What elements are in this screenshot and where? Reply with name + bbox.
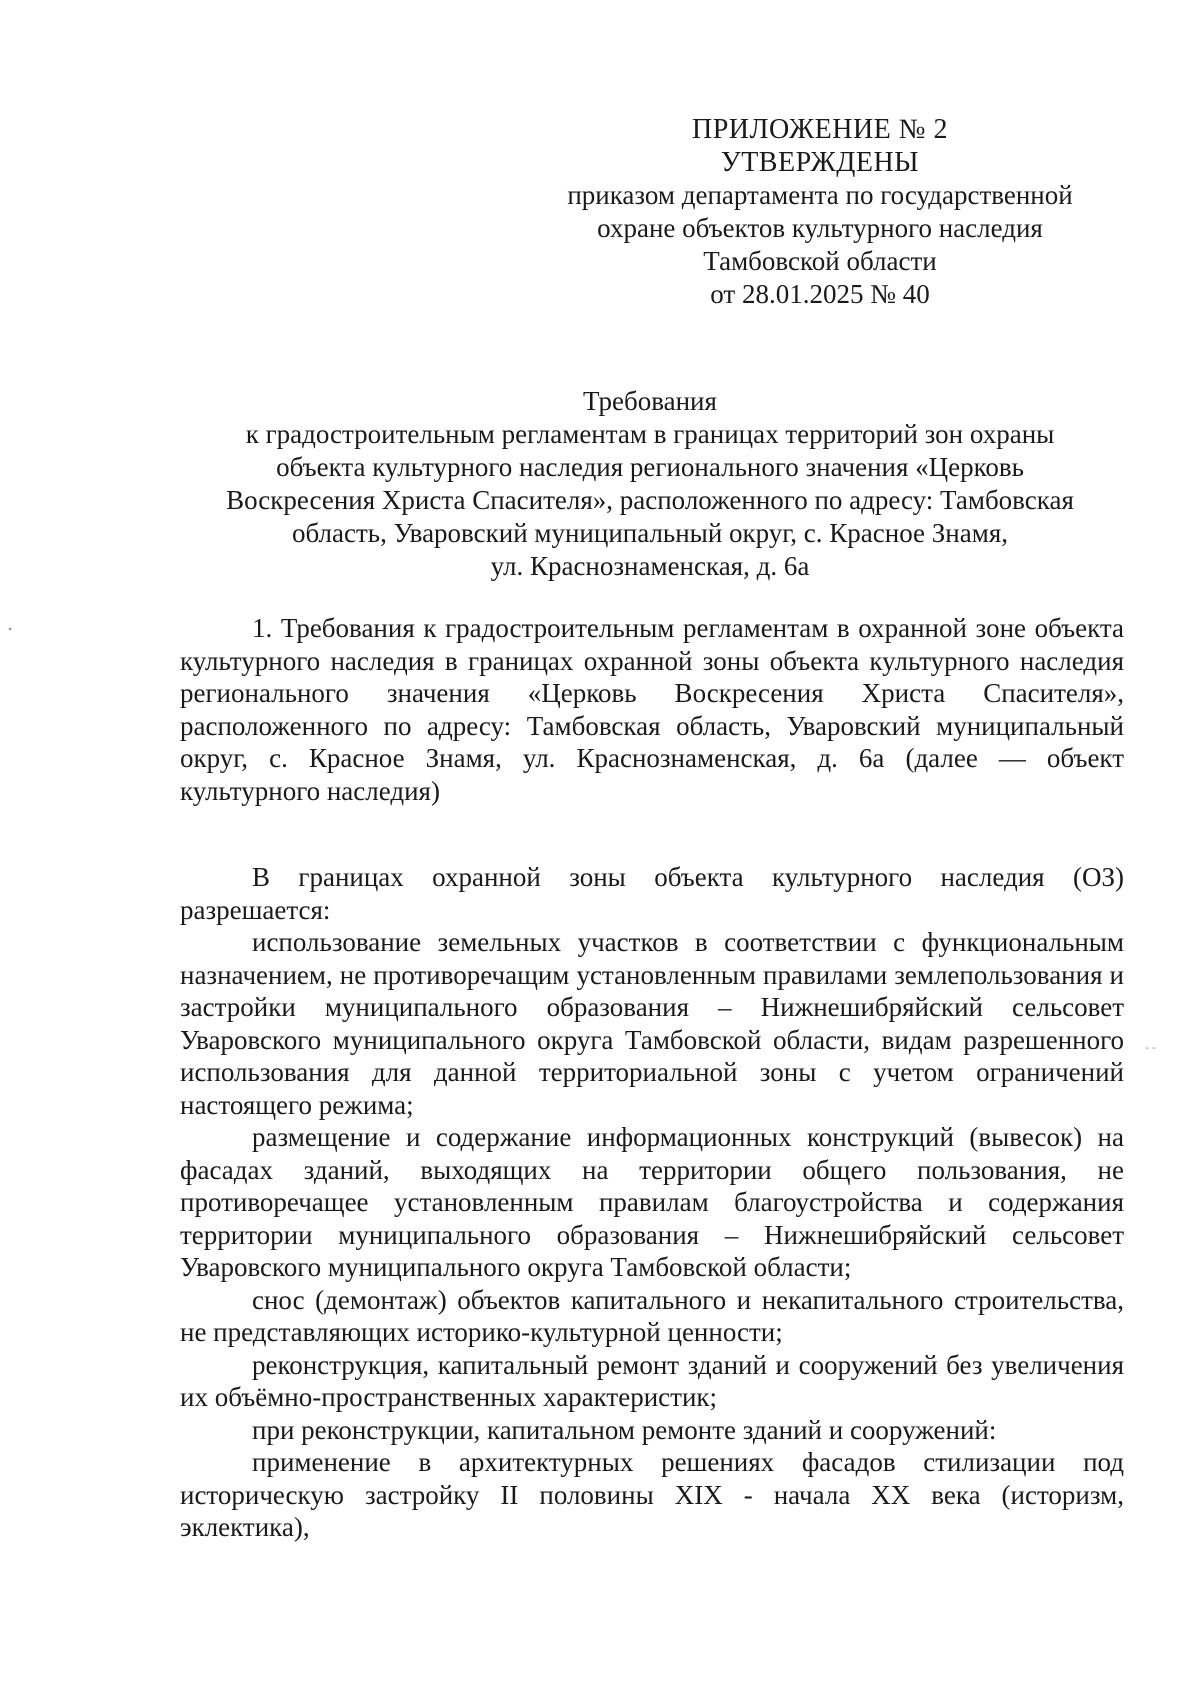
- list-item: применение в архитектурных решениях фасадов стилизации под историческую застройку II половины XIX - начала XX века (историзм, эклектика),: [180, 1447, 1124, 1542]
- document-title: [190, 385, 1110, 583]
- intro-paragraph: В границах охранной зоны объекта культурного наследия (ОЗ) разрешается:: [180, 862, 1124, 925]
- title-line-1: Требования: [583, 386, 717, 416]
- approval-date-number: от 28.01.2025 № 40: [710, 279, 930, 309]
- approval-line-1: приказом департамента по государственной: [567, 180, 1073, 210]
- approval-line-3: Тамбовской области: [703, 246, 937, 276]
- paragraph-gap: [180, 807, 1124, 861]
- appendix-label: ПРИЛОЖЕНИЕ № 2: [692, 114, 948, 145]
- list-item: размещение и содержание информационных конструкций (вывесок) на фасадах зданий, выходящих на территории общего пользования, не противоречащее установленным правилам благоустройства и содержания территории муниципального образования – Нижнешибряйский сельсовет Уваровского муниципального округа Тамбовской области;: [180, 1122, 1124, 1282]
- title-line-5: область, Уваровский муниципальный округ, с. Красное Знамя,: [291, 518, 1008, 548]
- title-line-2: к градостроительным регламентам в границах территорий зон охраны: [245, 419, 1055, 449]
- approval-stamp-block: [540, 113, 1100, 311]
- list-item: реконструкция, капитальный ремонт зданий и сооружений без увеличения их объёмно-пространственных характеристик;: [180, 1349, 1124, 1412]
- title-line-3: объекта культурного наследия регионального значения «Церковь: [276, 452, 1024, 482]
- approval-line-2: охране объектов культурного наследия: [597, 213, 1043, 243]
- section-1-paragraph: 1. Требования к градостроительным регламентам в охранной зоне объекта культурного наследия в границах охранной зоны объекта культурного наследия регионального значения «Церковь Воскресения Христа Спасителя», расположенного по адресу: Тамбовская область, Уваровский муниципальный округ, с. Красное Знамя, ул. Краснознаменская, д. 6а (далее — объект культурного наследия): [180, 613, 1124, 806]
- approved-label: УТВЕРЖДЕНЫ: [720, 147, 920, 178]
- list-item: снос (демонтаж) объектов капитального и некапитального строительства, не представляющих историко-культурной ценности;: [180, 1284, 1124, 1347]
- list-item: использование земельных участков в соответствии с функциональным назначением, не противоречащим установленным правилами землепользования и застройки муниципального образования – Нижнешибряйский сельсовет Уваровского муниципального округа Тамбовской области, видам разрешенного использования для данной территориальной зоны с учетом ограничений настоящего режима;: [180, 927, 1124, 1120]
- document-body: [180, 612, 1124, 1544]
- title-line-6: ул. Краснознаменская, д. 6а: [490, 551, 810, 581]
- scan-speck: •: [8, 622, 13, 636]
- scan-speck: - -: [1145, 1040, 1156, 1054]
- title-line-4: Воскресения Христа Спасителя», расположенного по адресу: Тамбовская: [226, 485, 1074, 515]
- list-item: при реконструкции, капитальном ремонте зданий и сооружений:: [252, 1414, 997, 1445]
